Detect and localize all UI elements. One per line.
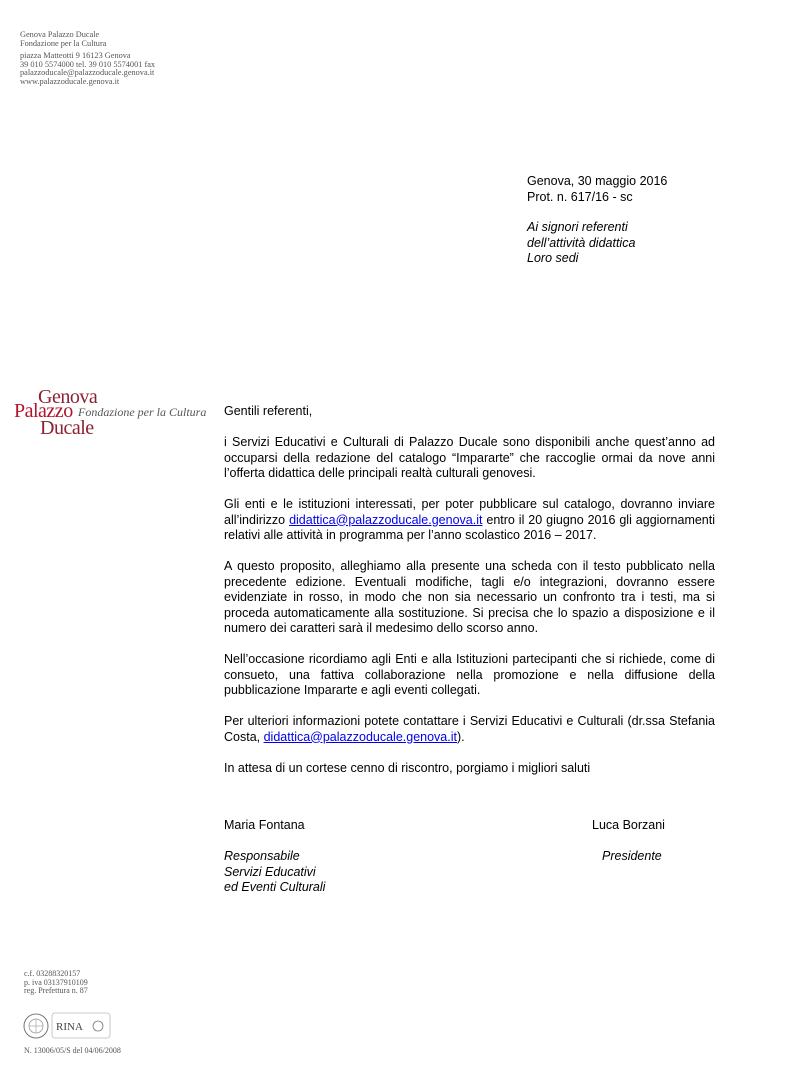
letter-date: Genova, 30 maggio 2016 — [527, 174, 668, 188]
fiscal-code: c.f. 03288320157 — [24, 969, 81, 978]
paragraph-text: Per ulteriori informazioni potete contattare i Servizi Educativi e Culturali (dr.ssa Stefania Costa, — [224, 714, 715, 744]
letter-meta — [527, 174, 667, 205]
certification-number: N. 13006/05/S del 04/06/2008 — [24, 1046, 121, 1055]
role-line: Servizi Educativi — [224, 864, 316, 879]
vat-number: p. iva 03137910109 — [24, 977, 88, 987]
logo-tagline: Fondazione per la Cultura — [78, 405, 207, 419]
logo-word-ducale: Ducale — [40, 417, 94, 439]
role-line: ed Eventi Culturali — [224, 880, 326, 894]
logo-word-genova: Genova — [38, 386, 98, 408]
paragraph: A questo proposito, alleghiamo alla presente una scheda con il testo pubblicato nella precedente edizione. Eventuali modifiche, tagli e/o integrazioni, dovranno essere evidenziate in rosso, in modo che non sia necessario un confronto tra i testi, ma si proceda automaticamente alla sostituzione. Si precisa che lo spazio a disposizione e il numero dei caratteri sarà il medesimo dello scorso anno. — [224, 559, 715, 635]
org-web: www.palazzoducale.genova.it — [20, 76, 120, 86]
org-name: Genova Palazzo Ducale — [20, 30, 100, 39]
email-link[interactable]: didattica@palazzoducale.genova.it — [289, 512, 483, 527]
rina-brand: RINA — [56, 1021, 83, 1033]
protocol-number: Prot. n. 617/16 - sc — [527, 189, 633, 204]
org-address: piazza Matteotti 9 16123 Genova — [20, 51, 131, 61]
paragraph-text: ). — [456, 729, 465, 744]
paragraph-text: entro il 20 giugno 2016 gli aggiornamenti relativi alle attività in programma per l’anno scolastico 2016 – 2017. — [224, 512, 716, 542]
recipient-line: Ai signori referenti — [527, 220, 628, 234]
rina-certification-logo — [22, 1010, 114, 1042]
paragraph: Nell’occasione ricordiamo agli Enti e alla Istituzioni partecipanti che si richiede, come di consueto, una fattiva collaborazione nella promozione e nella diffusione della pubblicazione Impararte e agli eventi collegati. — [224, 652, 715, 697]
paragraph-text: Gli enti e le istituzioni interessati, per poter pubblicare sul catalogo, dovranno inviare all’indirizzo — [224, 497, 715, 527]
recipient-line: Loro sedi — [527, 251, 579, 265]
org-phone: 39 010 5574000 tel. 39 010 5574001 fax — [20, 59, 156, 69]
recipient-block — [527, 220, 635, 267]
letterhead-text — [20, 31, 155, 87]
salutation: Gentili referenti, — [224, 404, 313, 418]
paragraph — [224, 714, 715, 745]
letter-body — [224, 404, 715, 792]
palazzo-ducale-logo — [14, 386, 214, 440]
paragraph: i Servizi Educativi e Culturali di Palazzo Ducale sono disponibili anche quest’anno ad occuparsi della redazione del catalogo “Impararte” che raccoglie ormai da nove anni l’offerta didattica delle principali realtà culturali genovesi. — [224, 435, 715, 480]
org-sub: Fondazione per la Cultura — [20, 38, 107, 48]
signatory-left-name: Maria Fontana — [224, 818, 305, 832]
prefecture-reg: reg. Prefettura n. 87 — [24, 986, 88, 996]
email-link[interactable]: didattica@palazzoducale.genova.it — [263, 729, 457, 744]
signatory-right-role: Presidente — [602, 849, 662, 863]
paragraph — [224, 497, 715, 544]
role-line: Responsabile — [224, 849, 300, 863]
fiscal-info — [24, 970, 88, 996]
closing: In attesa di un cortese cenno di riscontro, porgiamo i migliori saluti — [224, 760, 591, 775]
signatory-left-role — [224, 849, 325, 896]
org-email: palazzoducale@palazzoducale.genova.it — [20, 68, 155, 78]
recipient-line: dell’attività didattica — [527, 235, 636, 250]
signatory-right-name: Luca Borzani — [592, 818, 665, 832]
logo-word-palazzo: Palazzo — [14, 400, 73, 422]
